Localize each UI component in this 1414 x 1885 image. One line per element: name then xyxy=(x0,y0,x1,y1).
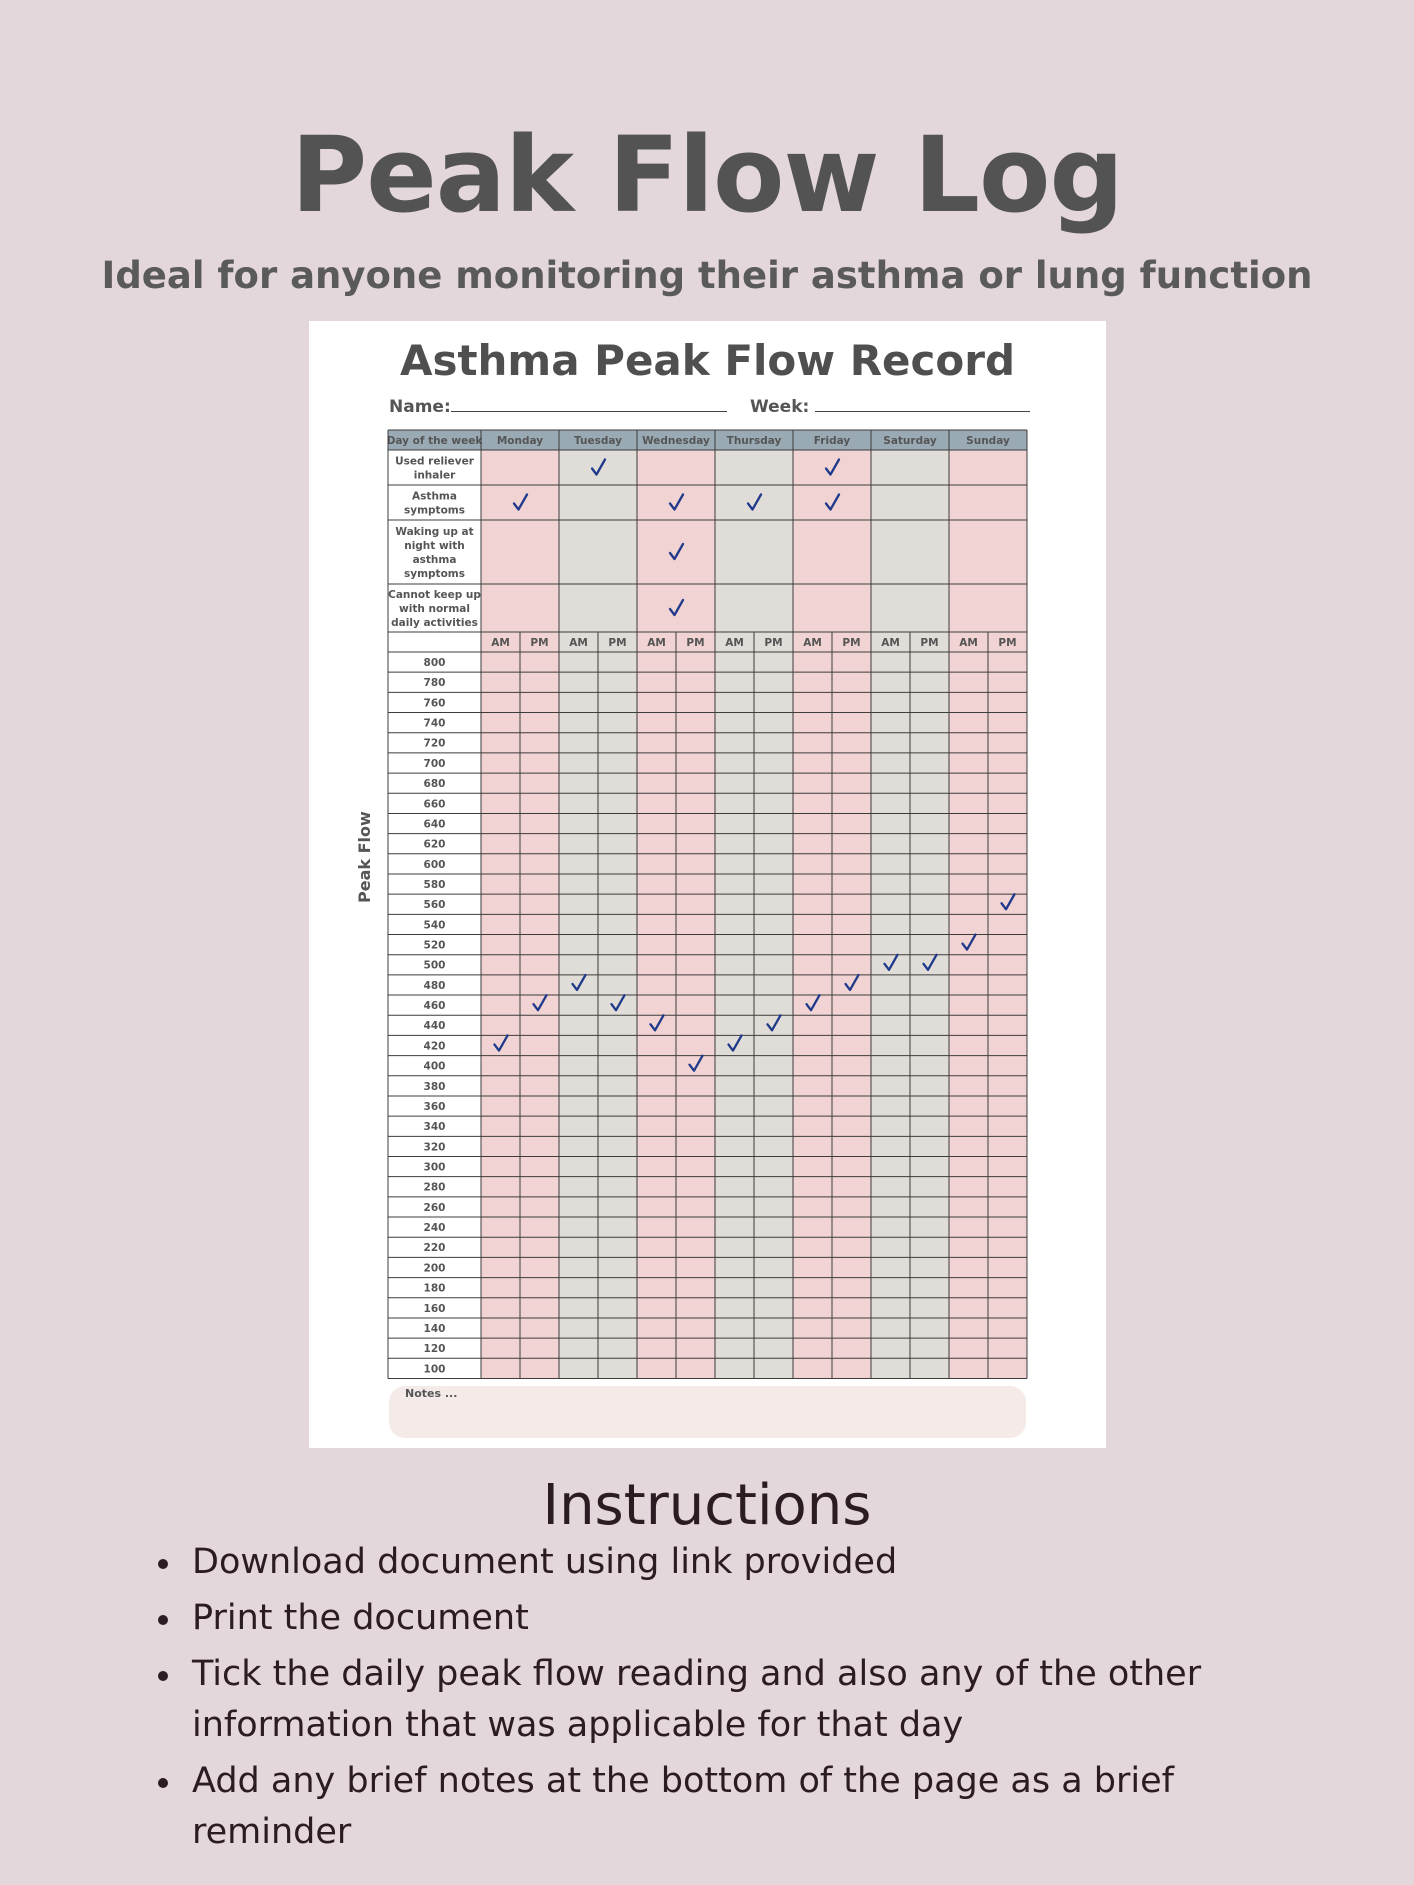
symptom-label: asthma xyxy=(412,554,457,566)
peak-flow-value-label: 740 xyxy=(423,717,446,730)
peak-flow-axis-label: Peak Flow xyxy=(355,811,374,903)
peak-flow-value-label: 760 xyxy=(423,697,446,710)
peak-flow-value-label: 100 xyxy=(423,1363,446,1376)
period-header: AM xyxy=(491,637,510,649)
instruction-item: Tick the daily peak flow reading and also any of the other information that was applicable for that day xyxy=(192,1649,1312,1751)
period-header: PM xyxy=(920,637,939,649)
symptom-label: inhaler xyxy=(413,469,456,482)
peak-flow-value-label: 620 xyxy=(423,838,446,851)
period-header: PM xyxy=(608,637,627,649)
peak-flow-value-label: 500 xyxy=(423,959,446,972)
peak-flow-value-label: 300 xyxy=(423,1161,446,1174)
poster-subtitle: Ideal for anyone monitoring their asthma or lung function xyxy=(101,254,1313,297)
day-header: Friday xyxy=(813,435,851,447)
period-header: PM xyxy=(842,637,861,649)
peak-flow-value-label: 120 xyxy=(423,1343,446,1356)
peak-flow-value-label: 460 xyxy=(423,1000,446,1013)
peak-flow-value-label: 600 xyxy=(423,858,446,871)
day-header: Tuesday xyxy=(574,435,622,447)
peak-flow-value-label: 700 xyxy=(423,757,446,770)
peak-flow-value-label: 340 xyxy=(423,1121,446,1134)
peak-flow-sheet xyxy=(309,321,1106,1448)
peak-flow-value-label: 220 xyxy=(423,1242,446,1255)
peak-flow-value-label: 580 xyxy=(423,878,446,891)
peak-flow-value-label: 520 xyxy=(423,939,446,952)
symptom-label: Asthma xyxy=(412,490,457,503)
peak-flow-value-label: 720 xyxy=(423,737,446,750)
period-header: AM xyxy=(959,637,978,649)
day-header: Monday xyxy=(496,435,544,447)
symptom-label: daily activities xyxy=(391,617,478,629)
instruction-item: Print the document xyxy=(192,1593,1312,1644)
peak-flow-value-label: 160 xyxy=(423,1302,446,1315)
peak-flow-value-label: 240 xyxy=(423,1222,446,1235)
peak-flow-value-label: 480 xyxy=(423,979,446,992)
period-header: AM xyxy=(725,637,744,649)
symptom-label: symptoms xyxy=(404,504,465,517)
peak-flow-value-label: 140 xyxy=(423,1322,446,1335)
week-label: Week: xyxy=(750,397,810,417)
peak-flow-value-label: 180 xyxy=(423,1282,446,1295)
peak-flow-value-label: 280 xyxy=(423,1181,446,1194)
symptom-label: with normal xyxy=(399,603,470,615)
instruction-item: Add any brief notes at the bottom of the page as a brief reminder xyxy=(192,1756,1312,1858)
sheet-title: Asthma Peak Flow Record xyxy=(399,336,1016,385)
peak-flow-value-label: 640 xyxy=(423,818,446,831)
symptom-label: Cannot keep up xyxy=(388,589,481,601)
peak-flow-value-label: 400 xyxy=(423,1060,446,1073)
day-header: Wednesday xyxy=(642,435,710,447)
notes-label: Notes ... xyxy=(405,1387,458,1400)
peak-flow-value-label: 360 xyxy=(423,1100,446,1113)
peak-flow-value-label: 680 xyxy=(423,778,446,791)
day-header: Thursday xyxy=(726,435,782,447)
period-header: AM xyxy=(803,637,822,649)
peak-flow-value-label: 780 xyxy=(423,677,446,690)
peak-flow-value-label: 800 xyxy=(423,657,446,669)
period-header: PM xyxy=(686,637,705,649)
poster-title: Peak Flow Log xyxy=(291,114,1123,236)
peak-flow-value-label: 660 xyxy=(423,798,446,811)
symptom-label: Waking up at xyxy=(395,526,474,538)
instruction-item: Download document using link provided xyxy=(192,1537,1312,1588)
ampm-label-cell xyxy=(388,632,481,652)
peak-flow-value-label: 260 xyxy=(423,1201,446,1214)
day-header: Sunday xyxy=(966,435,1010,447)
symptom-label: symptoms xyxy=(404,568,465,580)
symptom-label: Used reliever xyxy=(395,455,474,468)
period-header: PM xyxy=(530,637,549,649)
period-header: PM xyxy=(764,637,783,649)
peak-flow-value-label: 320 xyxy=(423,1141,446,1154)
period-header: AM xyxy=(569,637,588,649)
header-first-cell: Day of the week xyxy=(386,435,483,447)
peak-flow-value-label: 560 xyxy=(423,899,446,912)
symptom-label: night with xyxy=(404,540,465,552)
period-header: AM xyxy=(881,637,900,649)
peak-flow-value-label: 380 xyxy=(423,1080,446,1093)
period-header: PM xyxy=(998,637,1017,649)
peak-flow-value-label: 440 xyxy=(423,1020,446,1033)
name-label: Name: xyxy=(389,397,451,417)
notes-area xyxy=(389,1386,1026,1438)
peak-flow-value-label: 200 xyxy=(423,1262,446,1275)
instructions-list xyxy=(192,1537,1312,1863)
peak-flow-value-label: 420 xyxy=(423,1040,446,1053)
peak-flow-grid xyxy=(309,321,1106,1381)
day-header: Saturday xyxy=(883,435,937,447)
period-header: AM xyxy=(647,637,666,649)
instructions-title: Instructions xyxy=(542,1473,872,1538)
peak-flow-value-label: 540 xyxy=(423,919,446,932)
